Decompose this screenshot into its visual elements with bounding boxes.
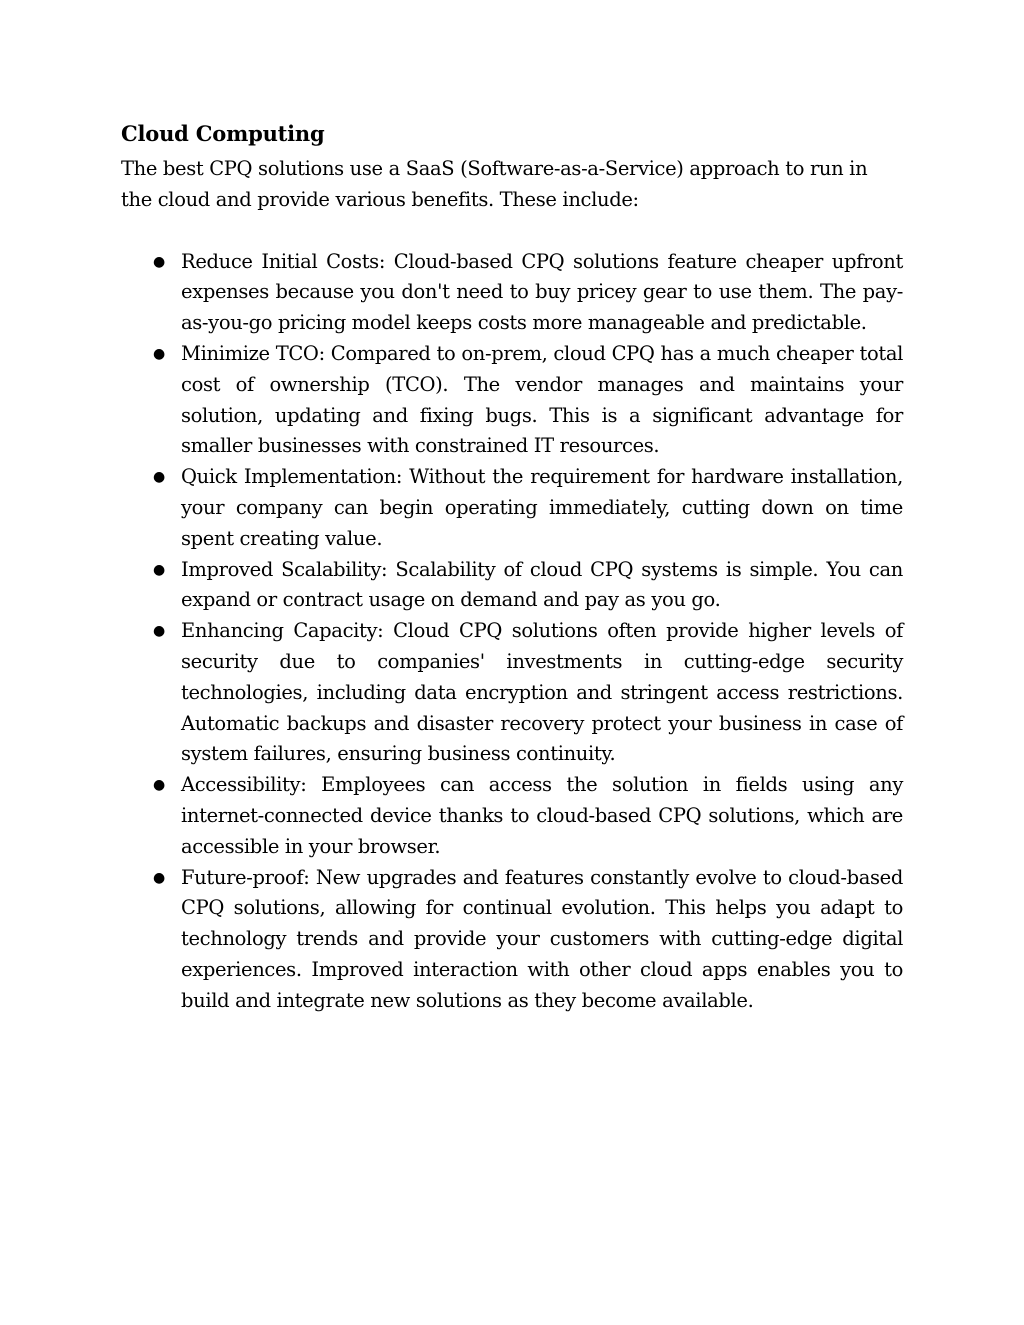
bullet-icon: ● bbox=[153, 469, 165, 486]
list-item bbox=[121, 555, 903, 617]
bullet-icon: ● bbox=[153, 623, 165, 640]
list-item-text: Accessibility: Employees can access the solution in fields using any internet-connected device thanks to cloud-based CPQ solutions, which are accessible in your browser. bbox=[181, 773, 903, 858]
document-page bbox=[121, 116, 903, 1017]
bullet-icon: ● bbox=[153, 345, 165, 362]
list-item bbox=[121, 863, 903, 1017]
list-item-text: Improved Scalability: Scalability of cloud CPQ systems is simple. You can expand or contract usage on demand and pay as you go. bbox=[181, 557, 903, 612]
list-item-text: Enhancing Capacity: Cloud CPQ solutions often provide higher levels of security due to companies' investments in cutting-edge security technologies, including data encryption and stringent access restrictions. Automatic backups and disaster recovery protect your business in case of system failures, ensuring business continuity. bbox=[181, 619, 903, 766]
list-item bbox=[121, 770, 903, 862]
list-item-text: Minimize TCO: Compared to on-prem, cloud CPQ has a much cheaper total cost of ownership (TCO). The vendor manages and maintains your solution, updating and fixing bugs. This is a significant advantage for smaller businesses with constrained IT resources. bbox=[181, 341, 903, 458]
list-item-text: Reduce Initial Costs: Cloud-based CPQ solutions feature cheaper upfront expenses because you don't need to buy pricey gear to use them. The pay-as-you-go pricing model keeps costs more manageable and predictable. bbox=[181, 249, 903, 335]
bullet-icon: ● bbox=[153, 869, 165, 886]
list-item bbox=[121, 462, 903, 554]
list-item-text: Future-proof: New upgrades and features constantly evolve to cloud-based CPQ solutions, allowing for continual evolution. This helps you adapt to technology trends and provide your customers with cutting-edge digital experiences. Improved interaction with other cloud apps enables you to build and integrate new solutions as they become available. bbox=[181, 865, 903, 1012]
intro-paragraph: The best CPQ solutions use a SaaS (Software-as-a-Service) approach to run in the cloud and provide various benefits. These include: bbox=[121, 157, 868, 211]
list-item bbox=[121, 339, 903, 462]
bullet-icon: ● bbox=[153, 253, 165, 270]
benefits-list bbox=[121, 247, 903, 1017]
section-heading: Cloud Computing bbox=[121, 121, 325, 146]
bullet-icon: ● bbox=[153, 777, 165, 794]
list-item bbox=[121, 616, 903, 770]
list-item bbox=[121, 247, 903, 339]
bullet-icon: ● bbox=[153, 561, 165, 578]
list-item-text: Quick Implementation: Without the requirement for hardware installation, your company can begin operating immediately, cutting down on time spent creating value. bbox=[181, 465, 903, 550]
